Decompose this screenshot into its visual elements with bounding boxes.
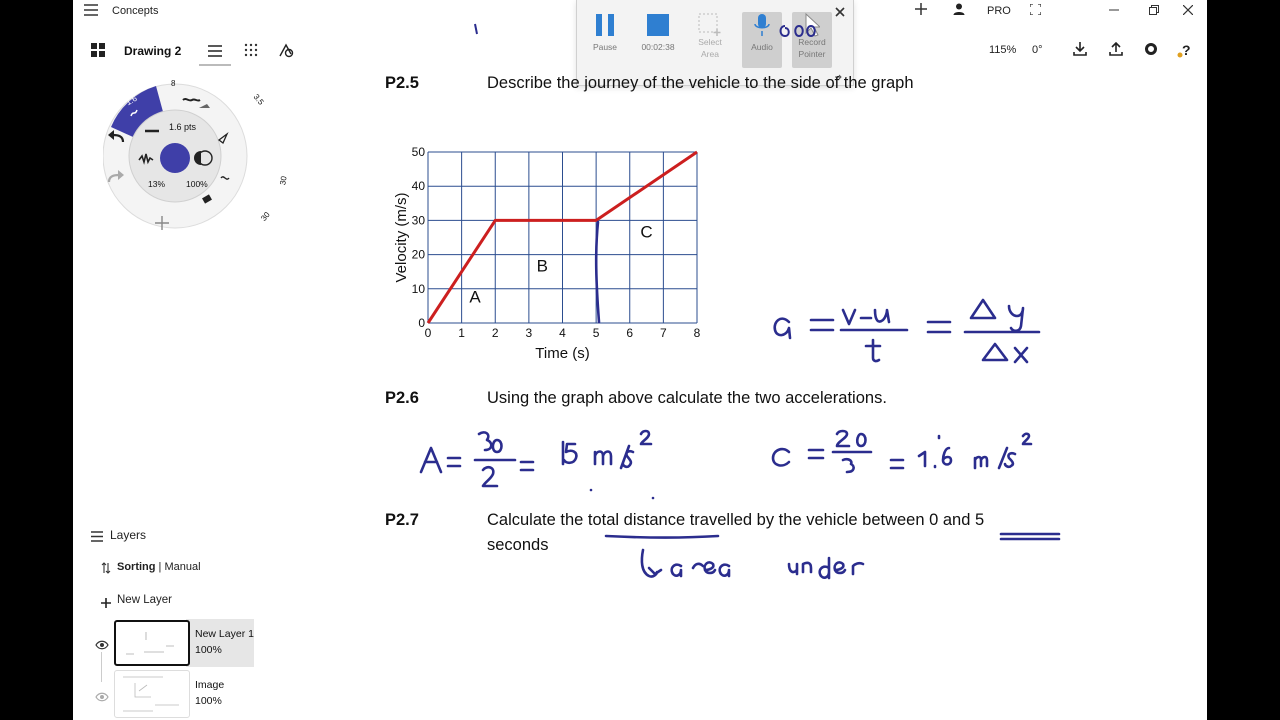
pro-badge[interactable]: PRO [987,5,1011,17]
app-title: Concepts [112,5,159,17]
p27-label: P2.7 [385,511,419,529]
layer-thumbnail[interactable] [114,620,190,666]
layer-opacity: 100% [195,695,222,707]
grid-icon[interactable] [244,43,258,62]
p27-text-line2: seconds [487,536,549,554]
x-tick-label: 8 [693,326,701,340]
minimize-icon[interactable] [1103,0,1125,22]
y-tick-label: 20 [411,247,425,262]
settings-icon[interactable] [1144,42,1158,61]
sort-icon[interactable] [101,561,111,579]
layer-name[interactable]: Image [195,679,225,691]
pause-button[interactable]: Pause [585,12,625,68]
x-axis-label: Time (s) [535,345,590,362]
restore-icon[interactable] [1143,0,1165,22]
layer-thumbnail[interactable] [114,670,190,718]
p25-label: P2.5 [385,74,419,92]
x-tick-label: 7 [660,326,667,340]
zoom-level[interactable]: 115% [989,44,1017,56]
x-tick-label: 4 [559,326,566,340]
stop-button[interactable]: 00:02:38 [635,12,681,68]
opacity-value[interactable]: 100% [186,179,208,189]
smoothing-value[interactable]: 13% [148,179,166,189]
stroke-width-label[interactable]: 1.6 pts [169,122,197,132]
ink-accel-a [421,431,651,486]
audio-button[interactable]: Audio [742,12,782,68]
close-recorder-icon[interactable] [835,4,845,22]
p26-label: P2.6 [385,389,419,407]
y-tick-label: 0 [418,316,425,330]
y-axis-label: Velocity (m/s) [393,192,410,283]
ink-underline-total-distance [606,536,718,538]
active-tab-indicator [199,64,231,66]
layers-icon [91,529,103,547]
close-window-icon[interactable] [1177,0,1199,22]
drawing-canvas[interactable] [73,0,1207,720]
y-tick-label: 10 [411,281,425,296]
x-tick-label: 3 [525,326,533,340]
selected-layer-highlight [186,619,254,667]
add-icon[interactable] [910,0,932,22]
x-tick-label: 5 [592,326,600,340]
visibility-eye-icon[interactable] [95,637,109,655]
region-label: B [536,256,548,276]
layers-menu-icon[interactable] [208,44,222,62]
size-preset-30b[interactable]: 30 [259,210,272,223]
fullscreen-icon[interactable] [1024,0,1046,22]
x-tick-label: 6 [626,326,634,340]
p27-underlined: total distance [587,511,686,529]
active-size[interactable]: 1.6 [124,93,139,108]
size-preset-8[interactable]: 8 [171,79,176,88]
gallery-icon[interactable] [91,43,105,62]
ink-area-under [642,550,863,578]
select-area-button[interactable]: Select Area [690,12,730,68]
x-tick-label: 0 [424,326,432,340]
layer-connector [101,652,102,682]
record-pointer-button[interactable]: Record Pointer [792,12,832,68]
visibility-eye-icon[interactable] [95,689,109,707]
y-tick-label: 50 [411,145,425,159]
sorting-control[interactable]: Sorting | Manual [117,561,201,573]
share-icon[interactable] [1109,42,1123,61]
undo-icon[interactable] [107,130,125,149]
menu-icon[interactable] [83,3,99,22]
ink-formula [775,300,1039,362]
region-label: A [469,287,481,307]
svg-text:?: ? [1182,42,1191,58]
ink-highlight-0-and-5 [1001,534,1059,539]
p26-text: Using the graph above calculate the two accelerations. [487,389,887,407]
ink-accel-c [773,431,1031,472]
tool-wheel[interactable] [103,78,289,243]
x-tick-label: 2 [491,326,499,340]
p25-text: Describe the journey of the vehicle to the side of the graph [487,74,914,92]
p27-highlight: 0 and 5 [929,511,985,529]
p27-text: Calculate the total distance travelled by the vehicle between 0 and 5 [487,511,985,529]
import-icon[interactable] [1073,42,1087,61]
region-label: C [640,222,653,242]
velocity-time-chart [373,140,713,365]
y-tick-label: 40 [411,179,425,194]
account-icon[interactable] [948,0,970,22]
color-swatch [160,143,190,173]
y-tick-label: 30 [411,213,425,228]
drawing-name[interactable]: Drawing 2 [124,44,182,58]
handwriting-top-fragment [473,10,833,40]
help-icon[interactable] [1177,42,1193,63]
size-preset-35[interactable]: 3.5 [251,92,266,107]
x-tick-label: 1 [458,326,465,340]
plus-icon[interactable] [101,595,111,613]
shapes-icon[interactable] [278,42,294,63]
rotation-level[interactable]: 0° [1032,44,1043,56]
layer-name[interactable]: New Layer 1 [195,628,254,640]
layer-opacity: 100% [195,644,222,656]
new-layer-button[interactable]: New Layer [117,594,172,606]
size-preset-30a[interactable]: 30 [278,175,289,186]
redo-icon[interactable] [107,170,125,189]
layers-title: Layers [110,528,147,542]
